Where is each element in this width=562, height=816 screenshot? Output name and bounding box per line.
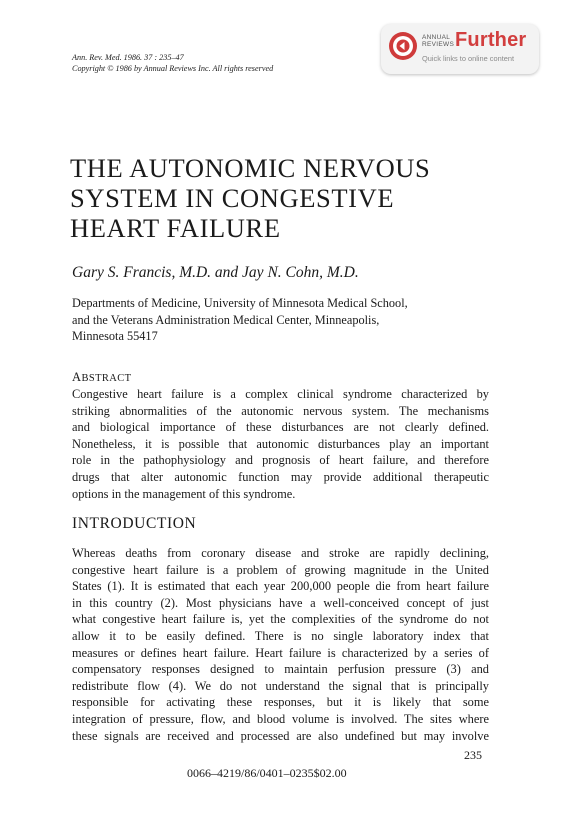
citation-line: Ann. Rev. Med. 1986. 37 : 235–47 bbox=[72, 53, 184, 62]
abstract-heading: ABSTRACT bbox=[72, 370, 132, 384]
page-number: 235 bbox=[464, 748, 482, 762]
abstract-line: options in the management of this syndrome. bbox=[72, 486, 296, 501]
further-label: Further bbox=[455, 29, 527, 51]
abstract-text bbox=[72, 386, 489, 502]
intro-line: measures or defines heart failure. Heart failure is characterized by a series of bbox=[72, 645, 489, 660]
play-icon bbox=[389, 32, 417, 60]
copyright-line: Copyright © 1986 by Annual Reviews Inc. All rights reserved bbox=[72, 63, 274, 73]
intro-line: allow it to be easily defined. There is no single laboratory index that bbox=[72, 628, 489, 643]
intro-line: Whereas deaths from coronary disease and stroke are rapidly declining, bbox=[72, 546, 489, 560]
authors: Gary S. Francis, M.D. and Jay N. Cohn, M.D. bbox=[72, 264, 359, 281]
title-line: THE AUTONOMIC NERVOUS bbox=[70, 153, 431, 183]
introduction-heading: INTRODUCTION bbox=[72, 515, 197, 532]
affiliation-line: Minnesota 55417 bbox=[72, 329, 158, 343]
article-title bbox=[70, 153, 490, 243]
intro-line: compensatory responses designed to maintain perfusion pressure (3) and bbox=[72, 662, 489, 677]
article-code: 0066–4219/86/0401–0235$02.00 bbox=[187, 766, 347, 780]
abstract-line: role in the pathophysiology and prognosis of heart failure, and therefore bbox=[72, 453, 489, 468]
intro-line: congestive heart failure is a problem of growing magnitude in the United bbox=[72, 562, 489, 577]
title-line: HEART FAILURE bbox=[70, 213, 281, 243]
abstract-line: Congestive heart failure is a complex clinical syndrome characterized by bbox=[72, 387, 489, 401]
abstract-line: and biological importance of these disturbances are not clearly defined. bbox=[72, 420, 489, 435]
affiliation-line: and the Veterans Administration Medical Center, Minneapolis, bbox=[72, 312, 380, 327]
abstract-line: striking abnormalities of the autonomic nervous system. The mechanisms bbox=[72, 403, 489, 418]
abstract-line: Nonetheless, it is possible that autonomic disturbances play an important bbox=[72, 436, 489, 451]
title-line: SYSTEM IN CONGESTIVE bbox=[70, 183, 395, 213]
abstract-line: drugs that alter autonomic function may provide additional therapeutic bbox=[72, 469, 489, 484]
intro-line: what congestive heart failure is, yet the complexities of the syndrome do not bbox=[72, 612, 489, 627]
intro-line: these signals are received and processed are also undefined but may involve bbox=[72, 728, 489, 743]
badge-tagline: Quick links to online content bbox=[422, 54, 515, 63]
intro-line: redistribute flow (4). We do not understand the signal that is principally bbox=[72, 678, 489, 693]
intro-line: responsible for activating these responses, but it is likely that some bbox=[72, 695, 489, 710]
journal-citation bbox=[72, 53, 273, 74]
intro-line: in this country (2). Most physicians have a well-conceived concept of just bbox=[72, 595, 489, 610]
intro-line: States (1). It is estimated that each year 200,000 people die from heart failure bbox=[72, 579, 489, 594]
annual-reviews-wordmark: ANNUAL REVIEWS bbox=[422, 34, 455, 48]
affiliation bbox=[72, 295, 408, 345]
affiliation-line: Departments of Medicine, University of Minnesota Medical School, bbox=[72, 296, 408, 310]
introduction-text bbox=[72, 545, 489, 744]
intro-line: integration of pressure, flow, and blood volume is involved. The sites where bbox=[72, 711, 489, 726]
further-badge[interactable] bbox=[381, 24, 539, 74]
